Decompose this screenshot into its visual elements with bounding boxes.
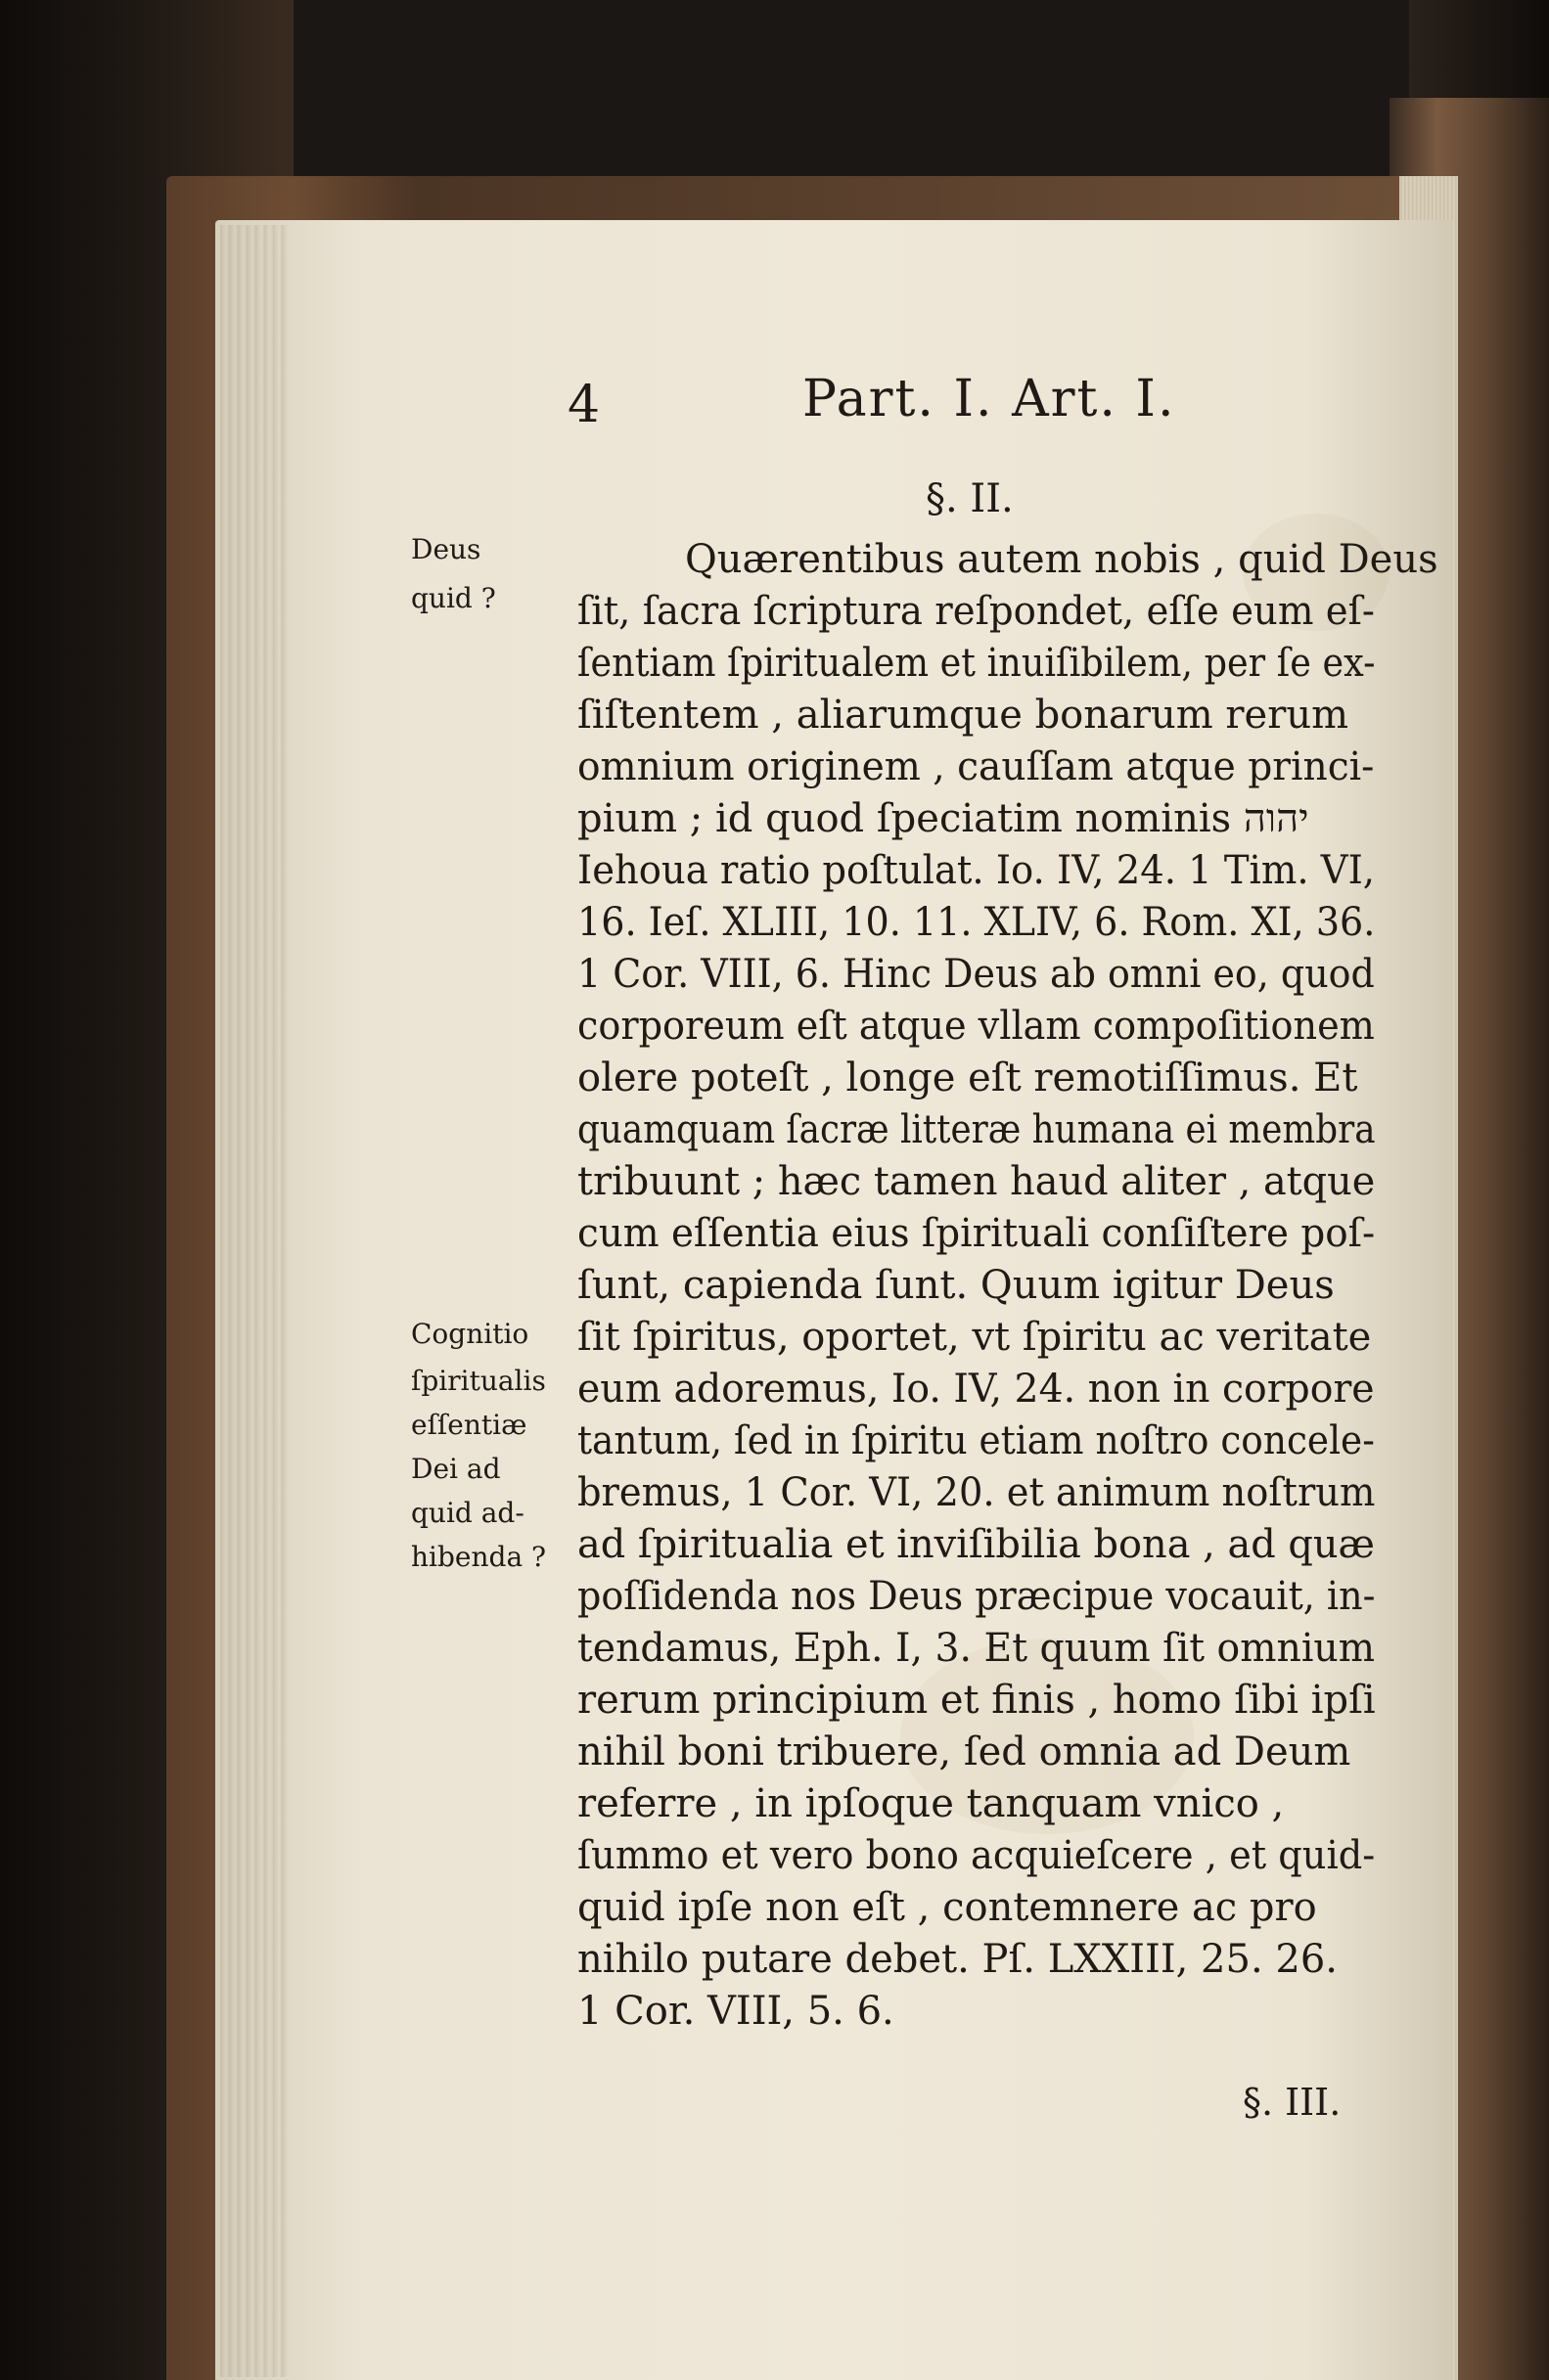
section-heading: §. II. bbox=[926, 476, 1014, 521]
margin-note: quid ad- bbox=[411, 1497, 524, 1529]
body-line: 1 Cor. VIII, 5. 6. bbox=[577, 1989, 894, 2034]
body-line: quid ipſe non eſt , contemnere ac pro bbox=[577, 1885, 1317, 1930]
body-line: tribuunt ; hæc tamen haud aliter , atque bbox=[577, 1159, 1376, 1204]
catchword: §. III. bbox=[1243, 2081, 1342, 2124]
body-line: 16. Ieſ. XLIII, 10. 11. XLIV, 6. Rom. XI, 36. bbox=[577, 900, 1376, 945]
body-line: nihil boni tribuere, ſed omnia ad Deum bbox=[577, 1729, 1351, 1774]
body-line: rerum principium et finis , homo ſibi ipſi bbox=[577, 1678, 1376, 1723]
page-number: 4 bbox=[568, 376, 601, 434]
body-line: nihilo putare debet. Pſ. LXXIII, 25. 26. bbox=[577, 1937, 1338, 1982]
body-line: 1 Cor. VIII, 6. Hinc Deus ab omni eo, quod bbox=[577, 952, 1375, 997]
margin-note: ſpiritualis bbox=[411, 1365, 546, 1397]
body-line: omnium originem , cauſſam atque princi- bbox=[577, 744, 1375, 789]
margin-note: Dei ad bbox=[411, 1453, 501, 1485]
page-gutter bbox=[220, 225, 289, 2377]
body-line: referre , in ipſoque tanquam vnico , bbox=[577, 1781, 1285, 1826]
body-line: ſunt, capienda ſunt. Quum igitur Deus bbox=[577, 1263, 1335, 1308]
body-line: bremus, 1 Cor. VI, 20. et animum noſtrum bbox=[577, 1470, 1376, 1515]
body-line: ſit ſpiritus, oportet, vt ſpiritu ac veritate bbox=[577, 1315, 1372, 1360]
body-line: Iehoua ratio poſtulat. Io. IV, 24. 1 Tim. VI, bbox=[577, 848, 1376, 893]
body-line: ſentiam ſpiritualem et inuiſibilem, per ſe ex- bbox=[577, 641, 1376, 686]
body-line: ad ſpiritualia et inviſibilia bona , ad quæ bbox=[577, 1522, 1375, 1567]
margin-note: Deus bbox=[411, 533, 481, 565]
margin-note: Cognitio bbox=[411, 1318, 529, 1350]
body-line: Quærentibus autem nobis , quid Deus bbox=[685, 537, 1438, 582]
body-line: olere poteſt , longe eſt remotiſſimus. Et bbox=[577, 1055, 1358, 1100]
body-line: eum adoremus, Io. IV, 24. non in corpore bbox=[577, 1367, 1375, 1412]
body-line: pium ; id quod ſpeciatim nominis יהוה bbox=[577, 796, 1309, 841]
margin-note: hibenda ? bbox=[411, 1541, 547, 1573]
body-line: corporeum eſt atque vllam compoſitionem bbox=[577, 1004, 1375, 1049]
body-line: poſſidenda nos Deus præcipue vocauit, in- bbox=[577, 1574, 1376, 1619]
margin-note: eſſentiæ bbox=[411, 1409, 527, 1441]
body-line: quamquam ſacræ litteræ humana ei membra bbox=[577, 1107, 1376, 1152]
body-line: tendamus, Eph. I, 3. Et quum ſit omnium bbox=[577, 1626, 1376, 1671]
body-line: ſummo et vero bono acquieſcere , et quid- bbox=[577, 1833, 1376, 1878]
body-line: ſit, ſacra ſcriptura reſpondet, eſſe eum eſ- bbox=[577, 589, 1375, 634]
body-line: tantum, ſed in ſpiritu etiam noſtro concele- bbox=[577, 1418, 1375, 1463]
body-line: cum eſſentia eius ſpirituali conſiſtere poſ- bbox=[577, 1211, 1376, 1256]
margin-note: quid ? bbox=[411, 582, 496, 614]
body-line: ſiſtentem , aliarumque bonarum rerum bbox=[577, 693, 1349, 738]
running-head: Part. I. Art. I. bbox=[802, 370, 1176, 428]
